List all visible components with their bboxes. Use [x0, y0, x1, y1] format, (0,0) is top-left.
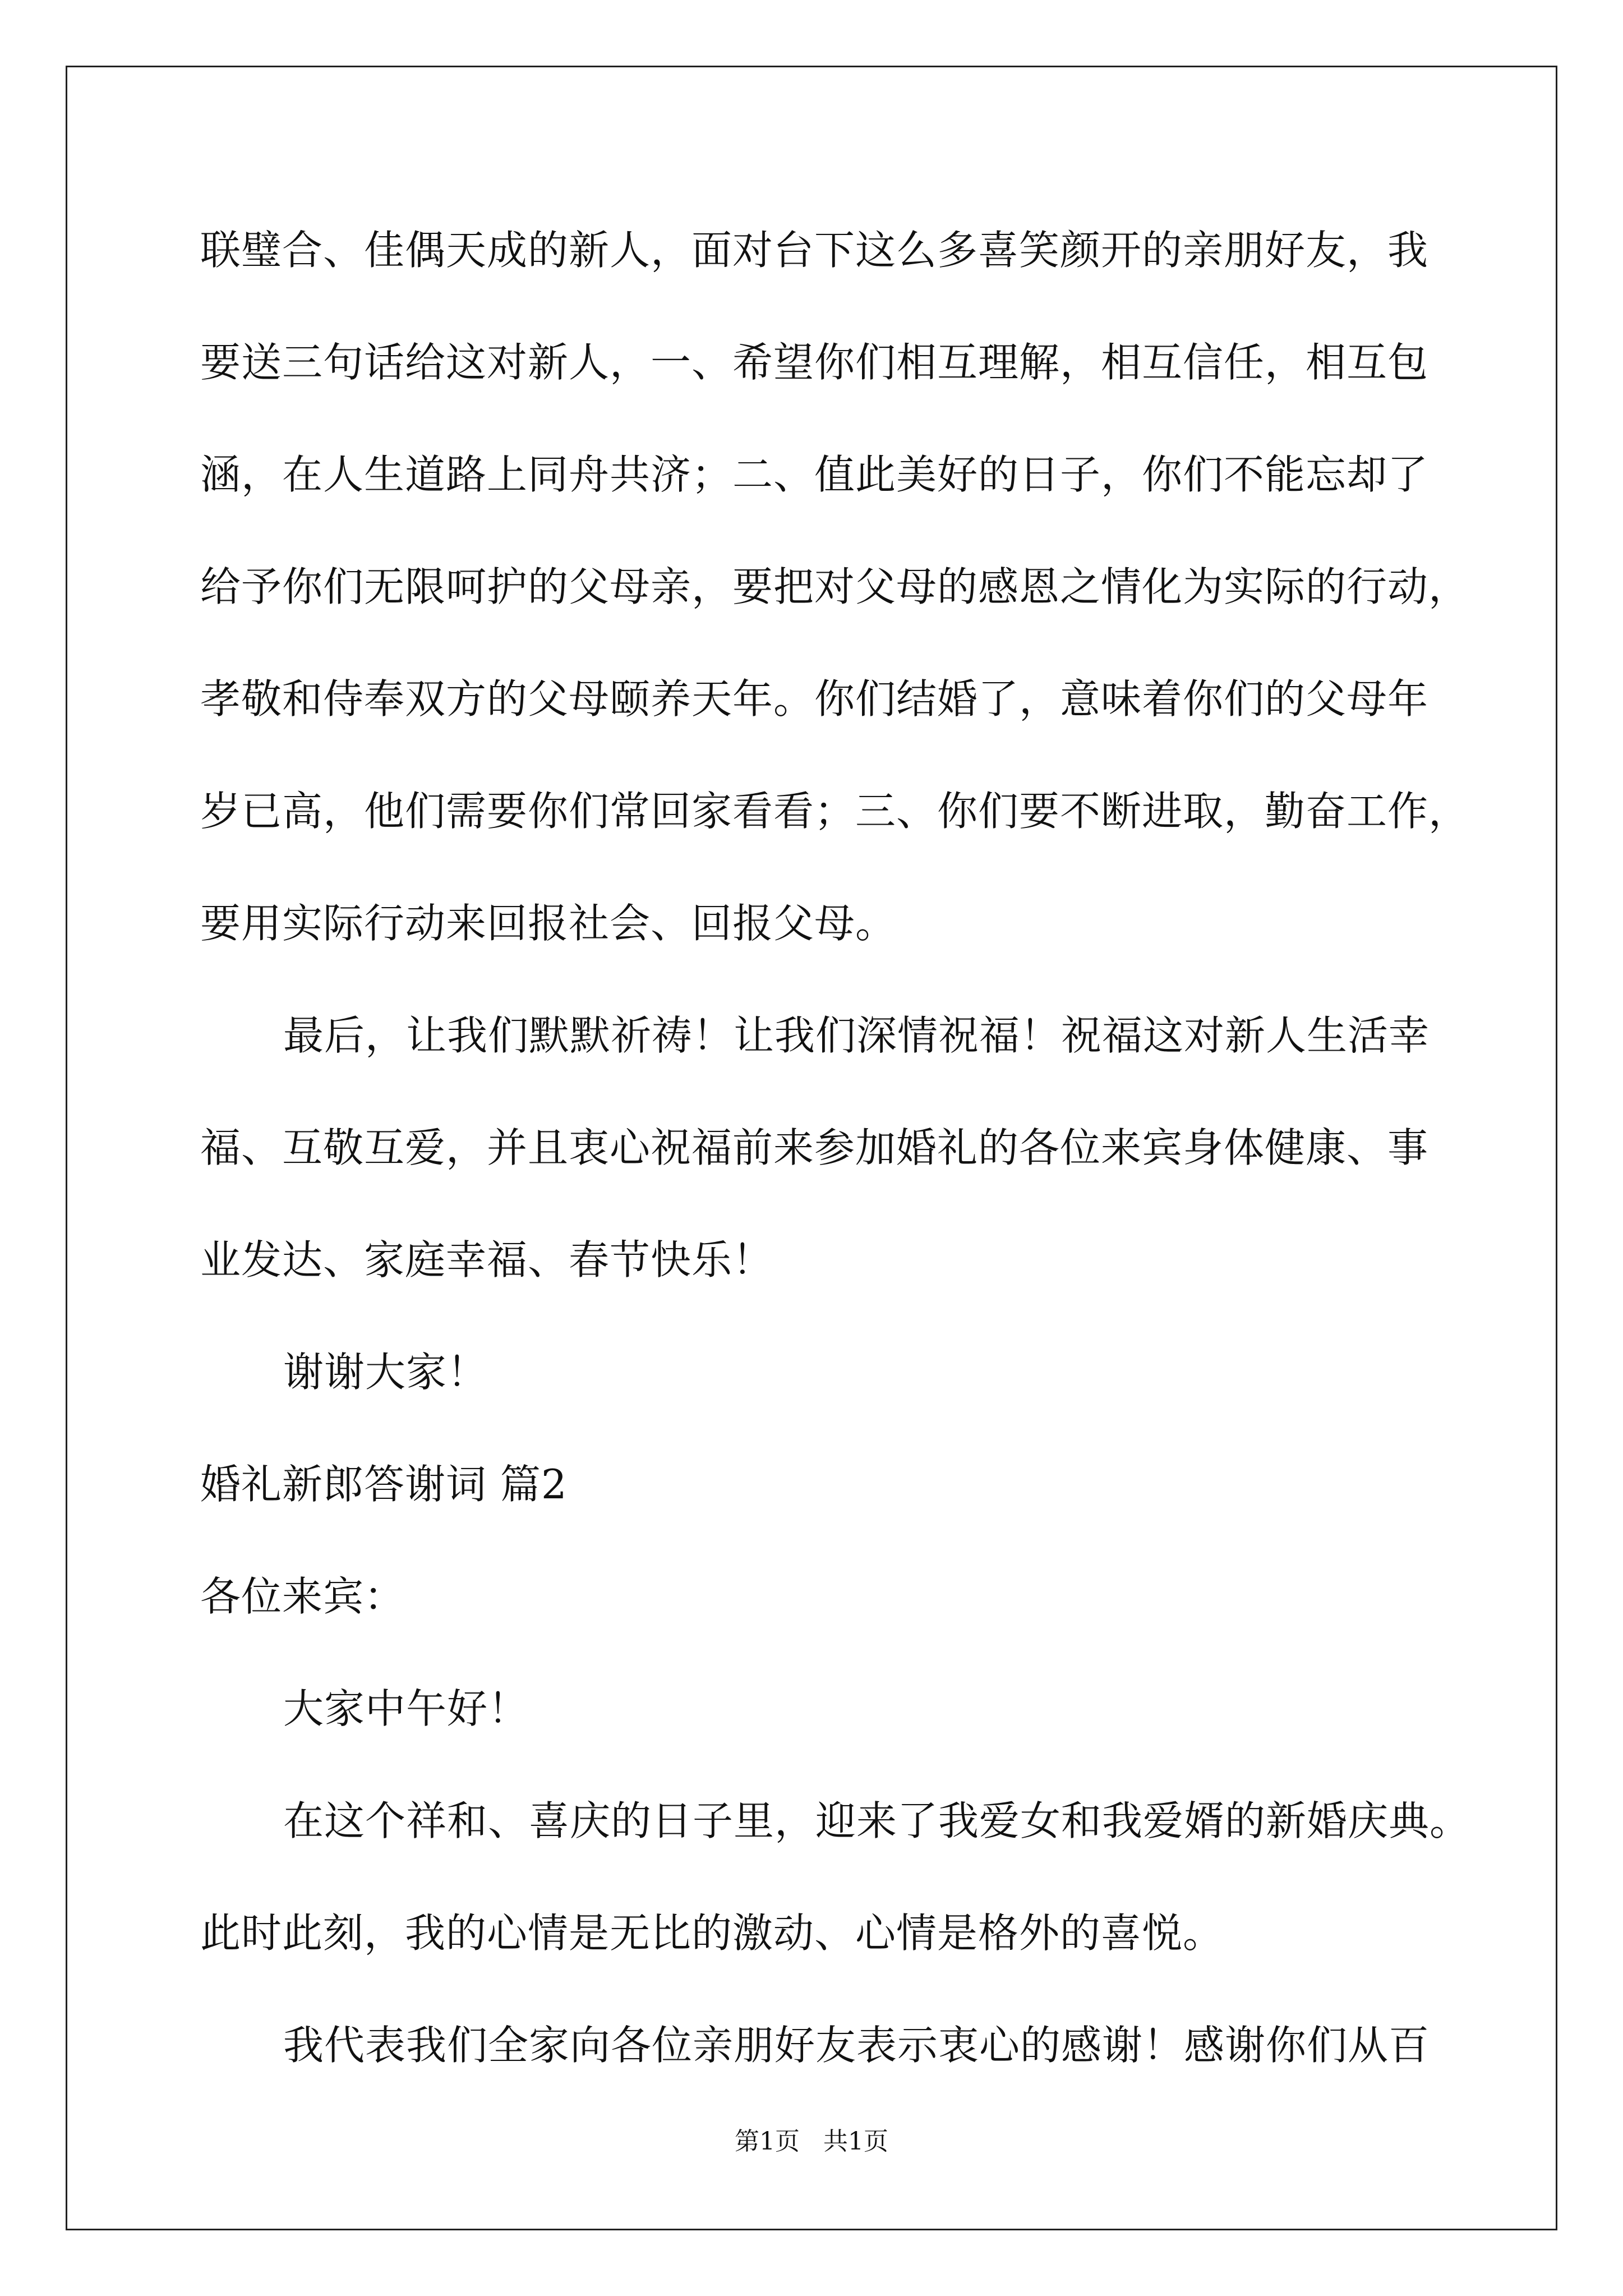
body-line-17: 我代表我们全家向各位亲朋好友表示衷心的感谢！感谢你们从百 [283, 2022, 1430, 2069]
body-line-9: 福、互敬互爱，并且衷心祝福前来参加婚礼的各位来宾身体健康、事 [200, 1124, 1429, 1171]
page-number-footer: 第1页 共1页 [735, 2127, 888, 2156]
section-heading: 婚礼新郎答谢词 篇2 [200, 1461, 568, 1508]
body-line-16: 此时此刻，我的心情是无比的激动、心情是格外的喜悦。 [200, 1910, 1224, 1957]
body-line-1: 联璧合、佳偶天成的新人，面对台下这么多喜笑颜开的亲朋好友，我 [200, 227, 1429, 274]
body-line-7: 要用实际行动来回报社会、回报父母。 [200, 900, 897, 947]
body-line-11: 谢谢大家！ [283, 1349, 488, 1396]
body-line-2: 要送三句话给这对新人，一、希望你们相互理解，相互信任，相互包 [200, 339, 1429, 386]
body-line-3: 涵，在人生道路上同舟共济；二、值此美好的日子，你们不能忘却了 [200, 451, 1429, 498]
body-line-15: 在这个祥和、喜庆的日子里，迎来了我爱女和我爱婿的新婚庆典。 [283, 1797, 1471, 1844]
body-line-6: 岁已高，他们需要你们常回家看看；三、你们要不断进取，勤奋工作， [200, 788, 1470, 835]
salutation: 各位来宾： [200, 1573, 405, 1620]
body-line-4: 给予你们无限呵护的父母亲，要把对父母的感恩之情化为实际的行动， [200, 563, 1470, 610]
greeting: 大家中午好！ [283, 1685, 529, 1732]
body-line-8: 最后，让我们默默祈祷！让我们深情祝福！祝福这对新人生活幸 [283, 1012, 1430, 1059]
body-line-10: 业发达、家庭幸福、春节快乐！ [200, 1236, 774, 1283]
body-line-5: 孝敬和侍奉双方的父母颐养天年。你们结婚了，意味着你们的父母年 [200, 675, 1429, 723]
